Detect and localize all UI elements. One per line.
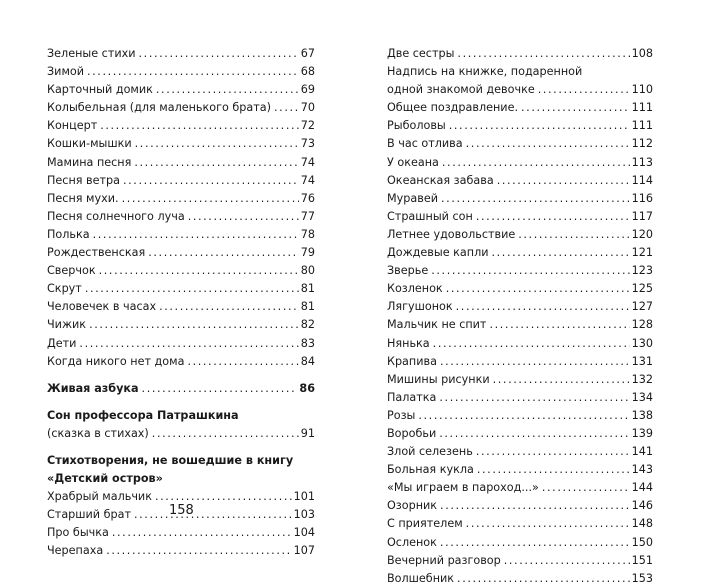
toc-entry-page: 91 (300, 426, 315, 440)
toc-leader-dots (152, 425, 299, 443)
toc-nadpis-line1: Надпись на книжке, подаренной (387, 65, 583, 79)
toc-entry (387, 407, 653, 425)
toc-leader-dots (156, 81, 299, 99)
toc-entry-page: 132 (631, 372, 653, 386)
toc-entry (387, 298, 653, 316)
toc-entry (387, 135, 653, 153)
toc-entry (387, 190, 653, 208)
toc-entry (387, 208, 653, 226)
toc-entry (47, 172, 315, 190)
toc-entry-page: 128 (631, 318, 653, 332)
toc-entry-title: С приятелем (387, 517, 463, 531)
toc-entry-title: Про бычка (47, 526, 109, 540)
toc-list-group-a (387, 45, 653, 63)
toc-entry (387, 117, 653, 135)
toc-entry-title: Рождественская (47, 246, 146, 260)
toc-leader-dots (476, 443, 630, 461)
toc-leader-dots (542, 479, 630, 497)
toc-leader-dots (441, 190, 630, 208)
toc-entry-page: 79 (300, 246, 315, 260)
toc-entry-son-subtitle (47, 425, 315, 443)
toc-entry-page: 144 (631, 481, 653, 495)
toc-leader-dots (87, 63, 299, 81)
toc-entry-title: Мамина песня (47, 155, 132, 169)
toc-entry (387, 353, 653, 371)
toc-left-column (47, 45, 315, 561)
toc-entry (47, 99, 315, 117)
toc-leader-dots (139, 45, 299, 63)
toc-entry (387, 154, 653, 172)
toc-entry-page: 123 (631, 264, 653, 278)
toc-entry (47, 542, 315, 560)
toc-entry-page: 110 (631, 83, 653, 97)
toc-leader-dots (123, 172, 299, 190)
toc-entry-page: 146 (631, 499, 653, 513)
toc-leader-dots (442, 154, 630, 172)
toc-entry (387, 280, 653, 298)
toc-entry-title: Летнее удовольствие (387, 227, 516, 241)
toc-entry-title: Нянька (387, 336, 430, 350)
toc-entry-page: 117 (631, 209, 653, 223)
toc-leader-dots (135, 135, 299, 153)
toc-entry (387, 371, 653, 389)
toc-entry-page: 78 (300, 227, 315, 241)
toc-entry-page: 74 (300, 155, 315, 169)
toc-entry (387, 45, 653, 63)
toc-leader-dots (439, 425, 629, 443)
toc-entry-title: Крапива (387, 354, 437, 368)
toc-entry-title: Розы (387, 408, 416, 422)
toc-entry-page: 116 (631, 191, 653, 205)
toc-entry-title: Черепаха (47, 544, 104, 558)
toc-entry-page: 113 (631, 155, 653, 169)
toc-leader-dots (538, 81, 630, 99)
toc-entry-title: Лягушонок (387, 300, 453, 314)
toc-entry-title: Мишины рисунки (387, 372, 490, 386)
toc-entry-page: 131 (631, 354, 653, 368)
toc-entry-title: Живая азбука (47, 381, 139, 395)
toc-entry-page: 143 (631, 463, 653, 477)
toc-entry (47, 117, 315, 135)
toc-leader-dots (188, 208, 299, 226)
toc-entry-title: Дети (47, 336, 77, 350)
toc-leader-dots (440, 497, 630, 515)
toc-entry-page: 83 (300, 336, 315, 350)
toc-entry-title: Осленок (387, 535, 437, 549)
toc-heading-detskiy-ostrov: «Детский остров» (47, 472, 163, 486)
toc-leader-dots (489, 316, 629, 334)
toc-leader-dots (440, 353, 630, 371)
toc-leader-dots (440, 534, 630, 552)
toc-entry-title: одной знакомой девочке (387, 83, 535, 97)
toc-entry-title: Когда никого нет дома (47, 354, 185, 368)
toc-entry (387, 316, 653, 334)
toc-entry-page: 141 (631, 445, 653, 459)
toc-entry (387, 479, 653, 497)
toc-entry-title: Колыбельная (для маленького брата) (47, 101, 272, 115)
toc-entry (387, 443, 653, 461)
toc-entry (387, 244, 653, 262)
toc-entry-title: Зверье (387, 264, 429, 278)
toc-leader-dots (142, 380, 298, 398)
toc-leader-dots (456, 298, 630, 316)
toc-leader-dots (497, 172, 630, 190)
toc-entry-page: 104 (293, 526, 315, 540)
toc-entry-title: Зимой (47, 65, 84, 79)
toc-entry (387, 497, 653, 515)
toc-entry-page: 72 (300, 119, 315, 133)
toc-entry (387, 461, 653, 479)
toc-entry-page: 77 (300, 209, 315, 223)
toc-leader-dots (449, 117, 630, 135)
toc-leader-dots (477, 461, 630, 479)
toc-entry-page: 69 (300, 83, 315, 97)
toc-entry-page: 82 (300, 318, 315, 332)
toc-entry (387, 226, 653, 244)
toc-leader-dots (504, 552, 630, 570)
toc-entry-title: Мальчик не спит (387, 318, 487, 332)
toc-entry-title: Общее поздравление. (387, 101, 519, 115)
toc-leader-dots (99, 262, 299, 280)
toc-entry (387, 335, 653, 353)
toc-entry-page: 121 (631, 246, 653, 260)
toc-entry-title: Песня солнечного луча (47, 209, 185, 223)
toc-entry-page: 134 (631, 390, 653, 404)
toc-entry-title: Дождевые капли (387, 246, 489, 260)
toc-leader-dots (439, 389, 629, 407)
toc-entry-title: Вечерний разговор (387, 553, 501, 567)
toc-entry-title: (сказка в стихах) (47, 426, 149, 440)
toc-entry-page: 86 (299, 381, 315, 395)
toc-entry-title: Волшебник (387, 571, 455, 585)
toc-entry-title: Страшный сон (387, 209, 473, 223)
toc-leader-dots (148, 244, 299, 262)
toc-entry (387, 99, 653, 117)
toc-entry-title: Воробьи (387, 426, 437, 440)
toc-entry (47, 298, 315, 316)
toc-entry-title: «Мы играем в пароход...» (387, 481, 539, 495)
toc-entry-page: 74 (300, 173, 315, 187)
toc-entry-title: Песня ветра (47, 173, 120, 187)
toc-leader-dots (457, 570, 630, 588)
toc-leader-dots (446, 280, 630, 298)
toc-entry-page: 127 (631, 300, 653, 314)
toc-leader-dots (93, 226, 299, 244)
toc-list-group-2 (47, 488, 315, 560)
toc-entry-page: 81 (300, 300, 315, 314)
toc-entry-title: Человечек в часах (47, 300, 157, 314)
toc-leader-dots (476, 208, 630, 226)
toc-entry-title: Зеленые стихи (47, 47, 136, 60)
toc-entry (47, 45, 315, 63)
toc-entry (387, 389, 653, 407)
toc-entry (47, 208, 315, 226)
toc-entry-title: Океанская забава (387, 173, 494, 187)
toc-entry-title: Муравей (387, 191, 438, 205)
toc-leader-dots (493, 371, 630, 389)
toc-entry-page: 111 (631, 119, 653, 133)
toc-entry-title: У океана (387, 155, 439, 169)
toc-entry-page: 114 (631, 173, 653, 187)
toc-leader-dots (492, 244, 630, 262)
toc-entry-zhivaya-azbuka (47, 380, 315, 398)
toc-entry (47, 190, 315, 208)
toc-entry-page: 73 (300, 137, 315, 151)
toc-entry-title: Концерт (47, 119, 98, 133)
toc-leader-dots (89, 316, 299, 334)
toc-leader-dots (122, 190, 299, 208)
toc-leader-dots (106, 542, 291, 560)
toc-entry-page: 120 (631, 227, 653, 241)
toc-entry-page: 80 (300, 264, 315, 278)
toc-heading-son: Сон профессора Патрашкина (47, 408, 239, 422)
toc-entry-title: Сверчок (47, 264, 96, 278)
toc-entry-page: 81 (300, 282, 315, 296)
toc-entry-page: 125 (631, 282, 653, 296)
toc-entry-title: Палатка (387, 390, 437, 404)
toc-entry (47, 244, 315, 262)
toc-leader-dots (100, 117, 299, 135)
toc-entry (47, 316, 315, 334)
toc-entry (47, 226, 315, 244)
toc-entry (47, 154, 315, 172)
toc-list-group-1 (47, 45, 315, 371)
toc-entry (47, 353, 315, 371)
toc-entry-page: 150 (631, 535, 653, 549)
toc-entry-page: 101 (293, 490, 315, 504)
toc-entry-nadpis (387, 81, 653, 99)
toc-heading-stikhotvoreniya: Стихотворения, не вошедшие в книгу (47, 453, 294, 467)
toc-entry-page: 67 (300, 47, 315, 60)
toc-entry-page: 111 (631, 101, 653, 115)
toc-entry-page: 68 (300, 65, 315, 79)
toc-entry-page: 139 (631, 426, 653, 440)
toc-entry-title: Скрут (47, 282, 82, 296)
toc-entry (47, 135, 315, 153)
toc-entry-page: 138 (631, 408, 653, 422)
toc-leader-dots (274, 99, 299, 117)
toc-entry-page: 153 (631, 571, 653, 585)
toc-entry (47, 280, 315, 298)
toc-entry (387, 172, 653, 190)
toc-entry-page: 151 (631, 553, 653, 567)
toc-entry-title: Рыболовы (387, 119, 446, 133)
toc-list-group-b (387, 99, 653, 588)
toc-leader-dots (187, 353, 298, 371)
toc-leader-dots (521, 99, 630, 117)
toc-entry-page: 70 (300, 101, 315, 115)
toc-leader-dots (466, 515, 630, 533)
toc-entry (47, 335, 315, 353)
toc-entry-title: Козленок (387, 282, 443, 296)
toc-entry (47, 262, 315, 280)
toc-leader-dots (518, 226, 629, 244)
toc-entry-page: 130 (631, 336, 653, 350)
toc-entry-page: 112 (631, 137, 653, 151)
toc-entry (387, 570, 653, 588)
toc-entry-title: Кошки-мышки (47, 137, 132, 151)
toc-entry (47, 81, 315, 99)
toc-leader-dots (431, 262, 629, 280)
toc-leader-dots (134, 154, 298, 172)
toc-leader-dots (85, 280, 299, 298)
toc-entry (387, 262, 653, 280)
toc-entry-title: Карточный домик (47, 83, 153, 97)
toc-entry-page: 84 (300, 354, 315, 368)
toc-entry (387, 552, 653, 570)
toc-leader-dots (79, 335, 298, 353)
toc-entry-title: Две сестры (387, 47, 455, 60)
toc-entry-title: Злой селезень (387, 445, 473, 459)
toc-entry (387, 425, 653, 443)
toc-entry (387, 515, 653, 533)
toc-entry-title: Полька (47, 227, 90, 241)
toc-entry-page: 148 (631, 517, 653, 531)
toc-entry-title: Песня мухи. (47, 191, 119, 205)
toc-entry (47, 63, 315, 81)
toc-leader-dots (159, 298, 299, 316)
toc-entry-page: 103 (293, 508, 315, 522)
toc-leader-dots (418, 407, 629, 425)
toc-entry-title: Больная кукла (387, 463, 474, 477)
toc-entry-page: 76 (300, 191, 315, 205)
toc-leader-dots (457, 45, 629, 63)
toc-leader-dots (466, 135, 630, 153)
toc-entry-title: Озорник (387, 499, 438, 513)
toc-entry (387, 534, 653, 552)
toc-right-column (387, 45, 653, 588)
page-number: 158 (169, 503, 194, 518)
toc-entry-title: Старший брат (47, 508, 131, 522)
toc-entry-title: Чижик (47, 318, 87, 332)
toc-entry-page: 108 (631, 47, 653, 60)
toc-leader-dots (134, 506, 292, 524)
toc-entry-page: 107 (293, 544, 315, 558)
toc-leader-dots (433, 335, 630, 353)
toc-entry-title: В час отлива (387, 137, 463, 151)
toc-entry-title: Храбрый мальчик (47, 490, 152, 504)
